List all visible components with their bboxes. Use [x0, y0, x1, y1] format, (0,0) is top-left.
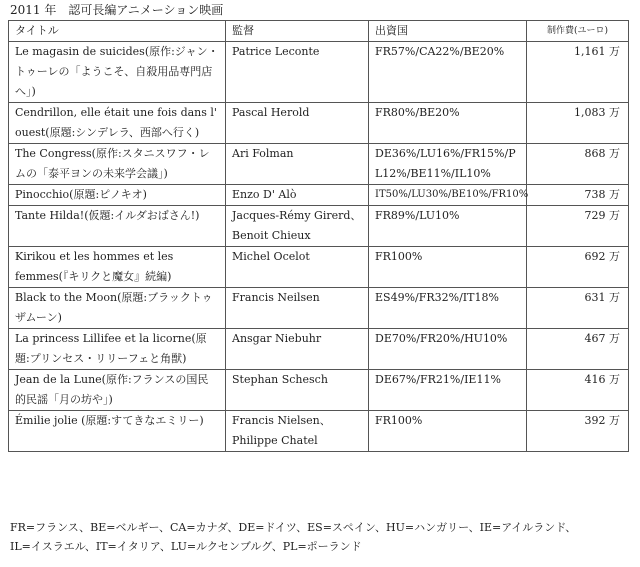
table-row — [9, 247, 629, 288]
cell-title: Kirikou et les hommes et les femmes(『キリクと魔女』続編) — [9, 247, 226, 288]
cell-countries: FR100% — [369, 247, 527, 288]
cell-countries: ES49%/FR32%/IT18% — [369, 288, 527, 329]
cell-title: Pinocchio(原題:ピノキオ) — [9, 185, 226, 206]
cell-budget: 416 万 — [527, 370, 629, 411]
cell-director: Patrice Leconte — [226, 42, 369, 103]
cell-budget: 631 万 — [527, 288, 629, 329]
table-header-row — [9, 21, 629, 42]
table-row — [9, 206, 629, 247]
legend-line: FR=フランス、BE=ベルギー、CA=カナダ、DE=ドイツ、ES=スペイン、HU=ハンガリー、IE=アイルランド、 — [10, 521, 577, 534]
cell-budget: 467 万 — [527, 329, 629, 370]
header-title: タイトル — [9, 21, 226, 42]
cell-countries: DE70%/FR20%/HU10% — [369, 329, 527, 370]
cell-countries: DE36%/LU16%/FR15%/PL12%/BE11%/IL10% — [369, 144, 527, 185]
cell-countries: FR57%/CA22%/BE20% — [369, 42, 527, 103]
cell-title: Tante Hilda!(仮題:イルダおばさん!) — [9, 206, 226, 247]
cell-director: Enzo D' Alò — [226, 185, 369, 206]
cell-director: Francis Neilsen — [226, 288, 369, 329]
table-row — [9, 144, 629, 185]
cell-budget: 392 万 — [527, 411, 629, 452]
cell-title: Black to the Moon(原題:ブラックトゥザムーン) — [9, 288, 226, 329]
cell-title: The Congress(原作:スタニスワフ・レムの「泰平ヨンの未来学会議」) — [9, 144, 226, 185]
cell-countries: FR80%/BE20% — [369, 103, 527, 144]
document-title: 2011 年 認可長編アニメーション映画 — [10, 3, 224, 17]
cell-title: La princess Lillifee et la licorne(原題:プリンセス・リリーフェと角獣) — [9, 329, 226, 370]
table-row — [9, 42, 629, 103]
table-row — [9, 288, 629, 329]
cell-countries: FR89%/LU10% — [369, 206, 527, 247]
cell-director: Ansgar Niebuhr — [226, 329, 369, 370]
cell-title: Le magasin de suicides(原作:ジャン・トゥーレの「ようこそ、自殺用品専門店へ」) — [9, 42, 226, 103]
cell-director: Michel Ocelot — [226, 247, 369, 288]
cell-countries: DE67%/FR21%/IE11% — [369, 370, 527, 411]
cell-title: Émilie jolie (原題:すてきなエミリー) — [9, 411, 226, 452]
header-countries: 出資国 — [369, 21, 527, 42]
table-row — [9, 411, 629, 452]
legend-line: IL=イスラエル、IT=イタリア、LU=ルクセンブルグ、PL=ポーランド — [10, 540, 362, 553]
cell-budget: 1,161 万 — [527, 42, 629, 103]
cell-title: Cendrillon, elle était une fois dans l' ouest(原題:シンデレラ、西部へ行く) — [9, 103, 226, 144]
table-row — [9, 185, 629, 206]
table-row — [9, 329, 629, 370]
header-budget: 制作費(ユーロ) — [527, 21, 629, 42]
header-director: 監督 — [226, 21, 369, 42]
animation-film-table — [8, 20, 629, 452]
cell-budget: 738 万 — [527, 185, 629, 206]
cell-director: Pascal Herold — [226, 103, 369, 144]
cell-budget: 692 万 — [527, 247, 629, 288]
cell-countries: FR100% — [369, 411, 527, 452]
cell-director: Stephan Schesch — [226, 370, 369, 411]
table-row — [9, 103, 629, 144]
table-row — [9, 370, 629, 411]
cell-title: Jean de la Lune(原作:フランスの国民的民謡「月の坊や」) — [9, 370, 226, 411]
cell-director: Francis Nielsen、Philippe Chatel — [226, 411, 369, 452]
cell-budget: 868 万 — [527, 144, 629, 185]
cell-budget: 1,083 万 — [527, 103, 629, 144]
cell-director: Ari Folman — [226, 144, 369, 185]
country-code-legend — [10, 518, 576, 556]
cell-budget: 729 万 — [527, 206, 629, 247]
cell-countries: IT50%/LU30%/BE10%/FR10% — [369, 185, 527, 206]
cell-director: Jacques-Rémy Girerd、Benoit Chieux — [226, 206, 369, 247]
